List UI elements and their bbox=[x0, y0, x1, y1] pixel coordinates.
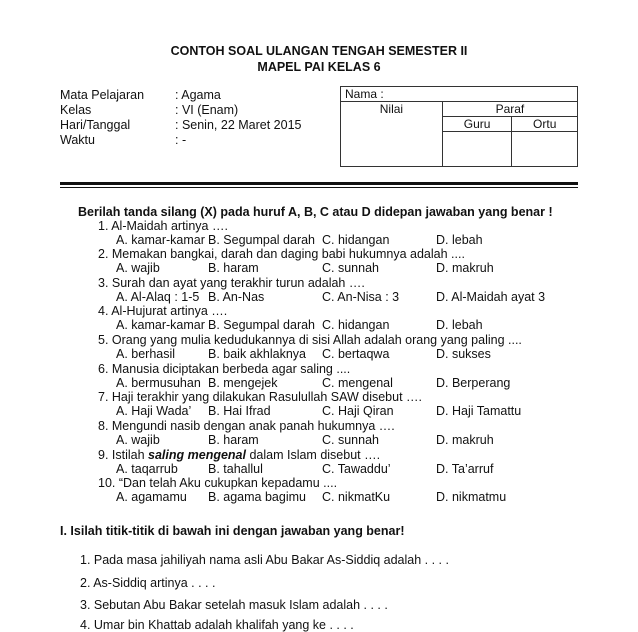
info-value: : VI (Enam) bbox=[175, 103, 239, 117]
info-label: Mata Pelajaran bbox=[60, 88, 145, 102]
info-value: : Senin, 22 Maret 2015 bbox=[175, 118, 302, 132]
info-label: Kelas bbox=[60, 103, 92, 117]
question-text: 5. Orang yang mulia kedudukannya di sisi Allah adalah orang yang paling .... bbox=[98, 333, 522, 347]
question-text: 3. Surah dan ayat yang terakhir turun adalah …. bbox=[98, 276, 365, 290]
option-d[interactable]: D. Ta’arruf bbox=[436, 462, 494, 476]
option-c[interactable]: C. hidangan bbox=[322, 318, 390, 332]
info-value: : - bbox=[175, 133, 187, 147]
essay-section-heading: I. Isilah titik-titik di bawah ini dengan jawaban yang benar! bbox=[60, 524, 405, 538]
option-b[interactable]: B. Hai Ifrad bbox=[208, 404, 271, 418]
option-a[interactable]: A. berhasil bbox=[116, 347, 176, 361]
option-a[interactable]: A. bermusuhan bbox=[116, 376, 201, 390]
option-c[interactable]: C. sunnah bbox=[322, 261, 379, 275]
guru-header: Guru bbox=[442, 117, 512, 132]
paraf-header: Paraf bbox=[442, 102, 577, 117]
option-c[interactable]: C. An-Nisa : 3 bbox=[322, 290, 400, 304]
nilai-header: Nilai bbox=[341, 102, 443, 167]
option-c[interactable]: C. sunnah bbox=[322, 433, 379, 447]
option-d[interactable]: D. sukses bbox=[436, 347, 491, 361]
option-a[interactable]: A. wajib bbox=[116, 261, 160, 275]
option-a[interactable]: A. kamar-kamar bbox=[116, 318, 205, 332]
option-b[interactable]: B. agama bagimu bbox=[208, 490, 306, 504]
option-b[interactable]: B. haram bbox=[208, 433, 259, 447]
option-a[interactable]: A. agamamu bbox=[116, 490, 187, 504]
fill-in-item: 3. Sebutan Abu Bakar setelah masuk Islam adalah . . . . bbox=[80, 598, 388, 612]
question-text: 7. Haji terakhir yang dilakukan Rasulullah SAW disebut …. bbox=[98, 390, 422, 404]
question-text: 8. Mengundi nasib dengan anak panah hukumnya …. bbox=[98, 419, 395, 433]
option-d[interactable]: D. makruh bbox=[436, 261, 494, 275]
info-value: : Agama bbox=[175, 88, 221, 102]
question-emphasis: saling mengenal bbox=[148, 448, 246, 462]
option-d[interactable]: D. nikmatmu bbox=[436, 490, 507, 504]
question-text bbox=[98, 448, 380, 462]
question-text: 4. Al-Hujurat artinya …. bbox=[98, 304, 228, 318]
option-a[interactable]: A. taqarrub bbox=[116, 462, 178, 476]
info-label: Waktu bbox=[60, 133, 95, 147]
option-a[interactable]: A. Al-Alaq : 1-5 bbox=[116, 290, 200, 304]
question-text: 6. Manusia diciptakan berbeda agar saling .... bbox=[98, 362, 351, 376]
divider-thin bbox=[60, 187, 578, 188]
student-id-box bbox=[340, 86, 578, 167]
option-a[interactable]: A. kamar-kamar bbox=[116, 233, 205, 247]
document-subtitle: MAPEL PAI KELAS 6 bbox=[257, 60, 381, 74]
question-text: 2. Memakan bangkai, darah dan daging babi hukumnya adalah .... bbox=[98, 247, 465, 261]
option-c[interactable]: C. Haji Qiran bbox=[322, 404, 394, 418]
option-b[interactable]: B. tahallul bbox=[208, 462, 263, 476]
option-b[interactable]: B. baik akhlaknya bbox=[208, 347, 306, 361]
option-d[interactable]: D. lebah bbox=[436, 233, 483, 247]
fill-in-item: 4. Umar bin Khattab adalah khalifah yang ke . . . . bbox=[80, 618, 354, 632]
name-field[interactable]: Nama : bbox=[341, 87, 578, 102]
option-d[interactable]: D. Berperang bbox=[436, 376, 511, 390]
option-c[interactable]: C. nikmatKu bbox=[322, 490, 391, 504]
option-c[interactable]: C. Tawaddu’ bbox=[322, 462, 391, 476]
divider-thick bbox=[60, 182, 578, 185]
option-d[interactable]: D. Al-Maidah ayat 3 bbox=[436, 290, 546, 304]
option-b[interactable]: B. An-Nas bbox=[208, 290, 265, 304]
ortu-header: Ortu bbox=[512, 117, 578, 132]
option-d[interactable]: D. makruh bbox=[436, 433, 494, 447]
option-b[interactable]: B. Segumpal darah bbox=[208, 233, 316, 247]
document-title: CONTOH SOAL ULANGAN TENGAH SEMESTER II bbox=[170, 44, 468, 58]
fill-in-item: 2. As-Siddiq artinya . . . . bbox=[80, 576, 216, 590]
option-a[interactable]: A. wajib bbox=[116, 433, 160, 447]
option-c[interactable]: C. hidangan bbox=[322, 233, 390, 247]
question-text: 1. Al-Maidah artinya …. bbox=[98, 219, 228, 233]
option-b[interactable]: B. Segumpal darah bbox=[208, 318, 316, 332]
question-text-post: dalam Islam disebut …. bbox=[245, 448, 381, 462]
option-c[interactable]: C. bertaqwa bbox=[322, 347, 390, 361]
option-b[interactable]: B. mengejek bbox=[208, 376, 278, 390]
question-text: 10. “Dan telah Aku cukupkan kepadamu .... bbox=[98, 476, 338, 490]
fill-in-item: 1. Pada masa jahiliyah nama asli Abu Bakar As-Siddiq adalah . . . . bbox=[80, 553, 449, 567]
option-b[interactable]: B. haram bbox=[208, 261, 259, 275]
multiple-choice-instruction: Berilah tanda silang (X) pada huruf A, B, C atau D didepan jawaban yang benar ! bbox=[78, 205, 553, 219]
option-d[interactable]: D. Haji Tamattu bbox=[436, 404, 522, 418]
info-label: Hari/Tanggal bbox=[60, 118, 131, 132]
guru-signature-cell[interactable] bbox=[442, 132, 512, 167]
option-d[interactable]: D. lebah bbox=[436, 318, 483, 332]
option-a[interactable]: A. Haji Wada’ bbox=[116, 404, 192, 418]
option-c[interactable]: C. mengenal bbox=[322, 376, 393, 390]
ortu-signature-cell[interactable] bbox=[512, 132, 578, 167]
question-text-pre: 9. Istilah bbox=[98, 448, 149, 462]
